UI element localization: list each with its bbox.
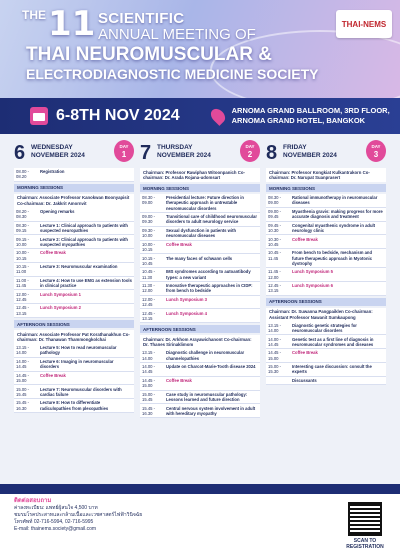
schedule-row [140, 363, 260, 377]
schedule-time: 10.45 - 11.30 [142, 269, 156, 280]
schedule-topic: Central nervous system involvement in adult with hereditary myopathy [166, 405, 256, 416]
schedule-time: 08.20 - 08.30 [16, 208, 30, 220]
schedule-time: 14.00 - 14.45 [16, 359, 30, 370]
program-columns [14, 140, 386, 480]
schedule-topic: Lecture 2: Clinical approach to patients with suspected myopathies [40, 236, 128, 247]
schedule-time: 10.15 - 11.00 [16, 264, 30, 275]
schedule-time: 10.00 - 10.15 [142, 241, 156, 252]
schedule-topic: Lunch Symposium 6 [292, 283, 333, 289]
schedule-time: 14.45 - 15.00 [268, 350, 282, 361]
schedule-row [140, 282, 260, 296]
schedule-topic: Coffee Break [40, 250, 66, 256]
schedule-row [140, 349, 260, 363]
schedule-row [14, 168, 134, 182]
day-month: NOVEMBER 2024 [283, 152, 337, 159]
schedule-topic: Lecture 5: How to read neuromuscular pathology [40, 345, 117, 356]
schedule-time: 10.00 - 10.15 [16, 250, 30, 261]
day-header [140, 140, 260, 168]
schedule-row [14, 358, 134, 372]
session-header: AFTERNOON SESSIONS [266, 298, 386, 306]
schedule-row [266, 222, 386, 236]
schedule-topic: From bench to bedside, mechanism and future therapeutic approach in Myotonic dystrophy [292, 250, 373, 266]
day-column-1 [14, 140, 134, 480]
title-line-2: ANNUAL MEETING OF [98, 26, 256, 43]
session-header: AFTERNOON SESSIONS [140, 325, 260, 333]
schedule-topic: Coffee Break [292, 350, 318, 356]
schedule-row [140, 296, 260, 310]
venue [232, 106, 390, 126]
schedule-row [14, 222, 134, 236]
schedule-row [266, 377, 386, 386]
schedule-time: 12.00 - 12.45 [16, 291, 30, 302]
schedule-row [140, 254, 260, 268]
footer-bar [0, 484, 400, 494]
schedule-time: 11.45 - 12.00 [268, 269, 281, 280]
location-pin-icon [208, 106, 228, 126]
day-number: 8 [266, 142, 278, 164]
day-badge-number: 3 [373, 150, 379, 159]
schedule-time: 14.00 - 14.45 [268, 336, 282, 347]
schedule-row [266, 194, 386, 208]
venue-line-2: ARNOMA GRAND HOTEL, BANGKOK [231, 116, 366, 125]
schedule-time: 08.30 - 09.00 [142, 195, 156, 206]
schedule-row [14, 290, 134, 304]
schedule-row [266, 235, 386, 249]
schedule-time: 14.45 - 15.00 [16, 372, 30, 383]
schedule-row [266, 282, 386, 296]
schedule-time: 14.00 - 14.45 [142, 364, 156, 375]
schedule-row [14, 372, 134, 386]
schedule-time: 10.45 - 11.45 [268, 250, 282, 261]
schedule-time: 12.45 - 13.15 [142, 310, 156, 321]
session-chair: Chairman: Professor Kongkiat Kulkantrakorn Co-chairman: Dr. Narupat Suanprasert [266, 168, 386, 182]
schedule-topic: Lecture 4: How to use EMG as extension tools in clinical practice [40, 277, 132, 289]
schedule-time [268, 378, 292, 383]
ordinal-prefix: THE [22, 8, 46, 22]
schedule-row [14, 385, 134, 399]
schedule-row [14, 263, 134, 277]
event-date: 6-8TH NOV 2024 [56, 107, 180, 124]
schedule-time: 12.45 - 13.15 [268, 283, 282, 294]
schedule-row [266, 349, 386, 363]
schedule-row [140, 213, 260, 227]
schedule-time: 15.00 - 15.45 [16, 386, 30, 397]
schedule-time: 11.00 - 11.45 [16, 277, 29, 289]
session-chair: Chairman: Professor Rawiphan Witoonpanich Co-chairman: Dr. Arada Rojana-udomsart [140, 168, 260, 182]
title-line-3: THAI NEUROMUSCULAR & [26, 44, 272, 65]
day-name: FRIDAY [283, 144, 307, 151]
calendar-icon [30, 107, 48, 125]
day-month: NOVEMBER 2024 [157, 152, 211, 159]
contact-info [14, 498, 142, 533]
schedule-row [14, 249, 134, 263]
schedule-time: 09.00 - 09.30 [142, 214, 156, 225]
schedule-topic: IMS syndromes according to autoantibody types: a new variant [166, 269, 251, 280]
schedule-time: 08.00 - 08.20 [16, 169, 30, 180]
schedule-time: 09.45 - 10.30 [268, 222, 282, 233]
schedule-row [140, 194, 260, 213]
schedule-time: 12.00 - 12.45 [142, 296, 156, 308]
header-banner [0, 0, 400, 98]
schedule-row [266, 268, 386, 282]
schedule-row [140, 227, 260, 241]
schedule-topic: Coffee Break [40, 372, 66, 378]
day-number: 6 [14, 142, 26, 164]
schedule-topic: Case study in neuromuscular pathology: Lessons learned and future direction [166, 391, 248, 402]
qr-label-2: REGISTRATION [346, 544, 384, 550]
day-number: 7 [140, 142, 152, 164]
session-header: AFTERNOON SESSIONS [14, 320, 134, 328]
qr-label [340, 538, 390, 550]
schedule-row [14, 344, 134, 358]
registration-fee: ค่าลงทะเบียน: แพทย์ผู้สนใจ 4,500 บาท [14, 505, 98, 511]
schedule-time: 09.30 - 10.00 [142, 227, 156, 239]
schedule-row [140, 309, 260, 323]
schedule-row [14, 235, 134, 249]
day-badge [114, 140, 134, 162]
day-badge [366, 140, 386, 162]
day-name: WEDNESDAY [31, 144, 73, 151]
schedule-topic: Rational immunotherapy in neuromuscular diseases [292, 195, 378, 206]
schedule-topic: Lunch Symposium 1 [40, 291, 81, 297]
schedule-row [140, 404, 260, 418]
schedule-time: 15.00 - 15.30 [268, 364, 282, 375]
schedule-row [266, 363, 386, 377]
day-name: THURSDAY [157, 144, 193, 151]
day-badge-label: DAY [119, 144, 129, 149]
session-header: MORNING SESSIONS [14, 184, 134, 192]
schedule-time: 13.15 - 14.00 [16, 345, 30, 356]
schedule-topic: Coffee Break [292, 236, 318, 242]
schedule-topic: Lunch Symposium 5 [292, 269, 333, 275]
schedule-row [266, 208, 386, 222]
schedule-row [140, 377, 260, 391]
schedule-topic: Genetic test as a first line of diagnosis in neuromuscular syndromes and diseases [292, 336, 374, 347]
email[interactable]: E-mail: thainems.society@gmail.com [14, 526, 97, 532]
schedule-time: 15.45 - 16.30 [16, 400, 30, 411]
session-chair: Chairman: Dr. Suwanna Pangpaiklen Co-chairman: Assistant Professor Nawanit Sumkaupong [266, 308, 386, 322]
schedule-topic: Lunch Symposium 4 [166, 310, 207, 316]
schedule-row [14, 304, 134, 318]
schedule-time: 10.30 - 10.45 [268, 236, 282, 247]
schedule-topic: Discussants [292, 377, 317, 383]
schedule-row [14, 277, 134, 291]
schedule-time: 08.30 - 09.00 [268, 195, 282, 206]
schedule-time: 15.00 - 15.45 [142, 391, 156, 402]
schedule-topic: Presidential lecture: Future direction in therapeutic approach in untreatable neuromuscular disorders [166, 195, 244, 211]
schedule-time: 11.30 - 12.00 [142, 283, 155, 294]
day-header [266, 140, 386, 168]
schedule-time: 14.45 - 15.00 [142, 377, 156, 389]
day-badge-label: DAY [245, 144, 255, 149]
schedule-topic: Lecture 6: Imaging in neuromuscular disorders [40, 359, 114, 370]
day-badge-number: 1 [121, 150, 127, 159]
registration-qr-code[interactable] [348, 502, 382, 536]
schedule-topic: Lunch Symposium 3 [166, 296, 207, 302]
schedule-time: 15.45 - 16.30 [142, 405, 156, 416]
info-bar [0, 98, 400, 134]
schedule-time: 08.30 - 09.15 [16, 222, 30, 233]
schedule-row [266, 335, 386, 349]
schedule-topic: Congenital myasthenic syndrome in adult neurology clinic [292, 222, 376, 233]
schedule-topic: Opening remarks [40, 208, 75, 214]
title-line-4: ELECTRODIAGNOSTIC MEDICINE SOCIETY [26, 66, 319, 82]
address: ชมรมโรคประสาทและกล้ามเนื้อและเวชศาสตร์ไฟฟ้าวินิจฉัย [14, 512, 143, 518]
schedule-topic: Sexual dysfunction in patients with neuromuscular diseases [166, 227, 237, 239]
schedule-topic: Registration [40, 169, 65, 175]
schedule-topic: Diagnostic challenge in neuromuscular channelopathies [166, 350, 245, 361]
ordinal-number: 11 [48, 4, 96, 44]
schedule-topic: Myasthenia gravis: making progress for more accurate diagnosis and treatment [292, 208, 383, 220]
schedule-topic: Lunch Symposium 2 [40, 305, 81, 311]
phone: โทรศัพท์ 02-716-5994, 02-716-5995 [14, 519, 94, 525]
schedule-row [266, 249, 386, 268]
schedule-time: 09.00 - 09.45 [268, 208, 282, 220]
schedule-topic: Interesting case discussion: consult the experts [292, 364, 372, 375]
schedule-topic: Innovative therapeutic approaches in CIDP: from bench to bedside [166, 283, 253, 294]
day-column-2 [140, 140, 260, 480]
schedule-topic: Diagnostic genetic strategies for neuromuscular disorders [292, 322, 357, 334]
schedule-row [140, 241, 260, 255]
contact-title: ติดต่อสอบถาม [14, 498, 52, 504]
schedule-time: 09.15 - 10.00 [16, 236, 30, 247]
schedule-topic: Transitional care of childhood neuromuscular disorders to adult neurology service [166, 214, 257, 225]
day-column-3 [266, 140, 386, 480]
day-month: NOVEMBER 2024 [31, 152, 85, 159]
schedule-time: 10.15 - 10.45 [142, 255, 156, 266]
session-chair: Chairman: Dr. Arkhom Arayawichanont Co-chairman: Dr. Thanes Sirinaklimom [140, 335, 260, 349]
schedule-time: 13.15 - 14.00 [142, 350, 156, 361]
schedule-row [140, 391, 260, 405]
schedule-topic: Lecture 3: Neuromuscular examination [40, 264, 118, 270]
venue-line-1: ARNOMA GRAND BALLROOM, 3RD FLOOR, [231, 106, 390, 115]
schedule-time: 13.15 - 14.00 [268, 322, 282, 334]
schedule-row [266, 322, 386, 336]
footer [0, 484, 400, 559]
schedule-topic: Lecture 1: Clinical approach to patients with suspected neuropathies [40, 222, 128, 233]
schedule-topic: Coffee Break [166, 241, 192, 247]
qr-label-1: SCAN TO [353, 538, 377, 544]
schedule-row [14, 399, 134, 413]
day-badge-label: DAY [371, 144, 381, 149]
schedule-topic: Lecture 8: How to differentiate radiculopathies from plexopathies [40, 400, 109, 411]
session-chair: Chairman: Associate Professor Kanokwan Boonyapisit Co-chairman: Dr. Jakkrit Amornvit [14, 194, 134, 208]
society-logo: THAI-NEMS [336, 10, 392, 38]
schedule-topic: The many faces of schwann cells [166, 255, 233, 261]
schedule-row [14, 208, 134, 222]
schedule-row [140, 268, 260, 282]
session-header: MORNING SESSIONS [266, 184, 386, 192]
day-badge-number: 2 [247, 150, 253, 159]
schedule-topic: Coffee Break [166, 377, 192, 383]
schedule-topic: Lecture 7: Neuromuscular disorders with cardiac failure [40, 386, 122, 397]
schedule-topic: Update on Charcot-Marie-Tooth disease 2024 [166, 364, 256, 370]
title-line-1: SCIENTIFIC [98, 10, 185, 27]
session-chair: Chairman: Associate Professor Pat Korathanakhun Co-chairman: Dr. Thanawan Thammongkolchai [14, 330, 134, 344]
session-header: MORNING SESSIONS [140, 184, 260, 192]
day-badge [240, 140, 260, 162]
schedule-time: 12.45 - 13.15 [16, 305, 30, 316]
day-header [14, 140, 134, 168]
